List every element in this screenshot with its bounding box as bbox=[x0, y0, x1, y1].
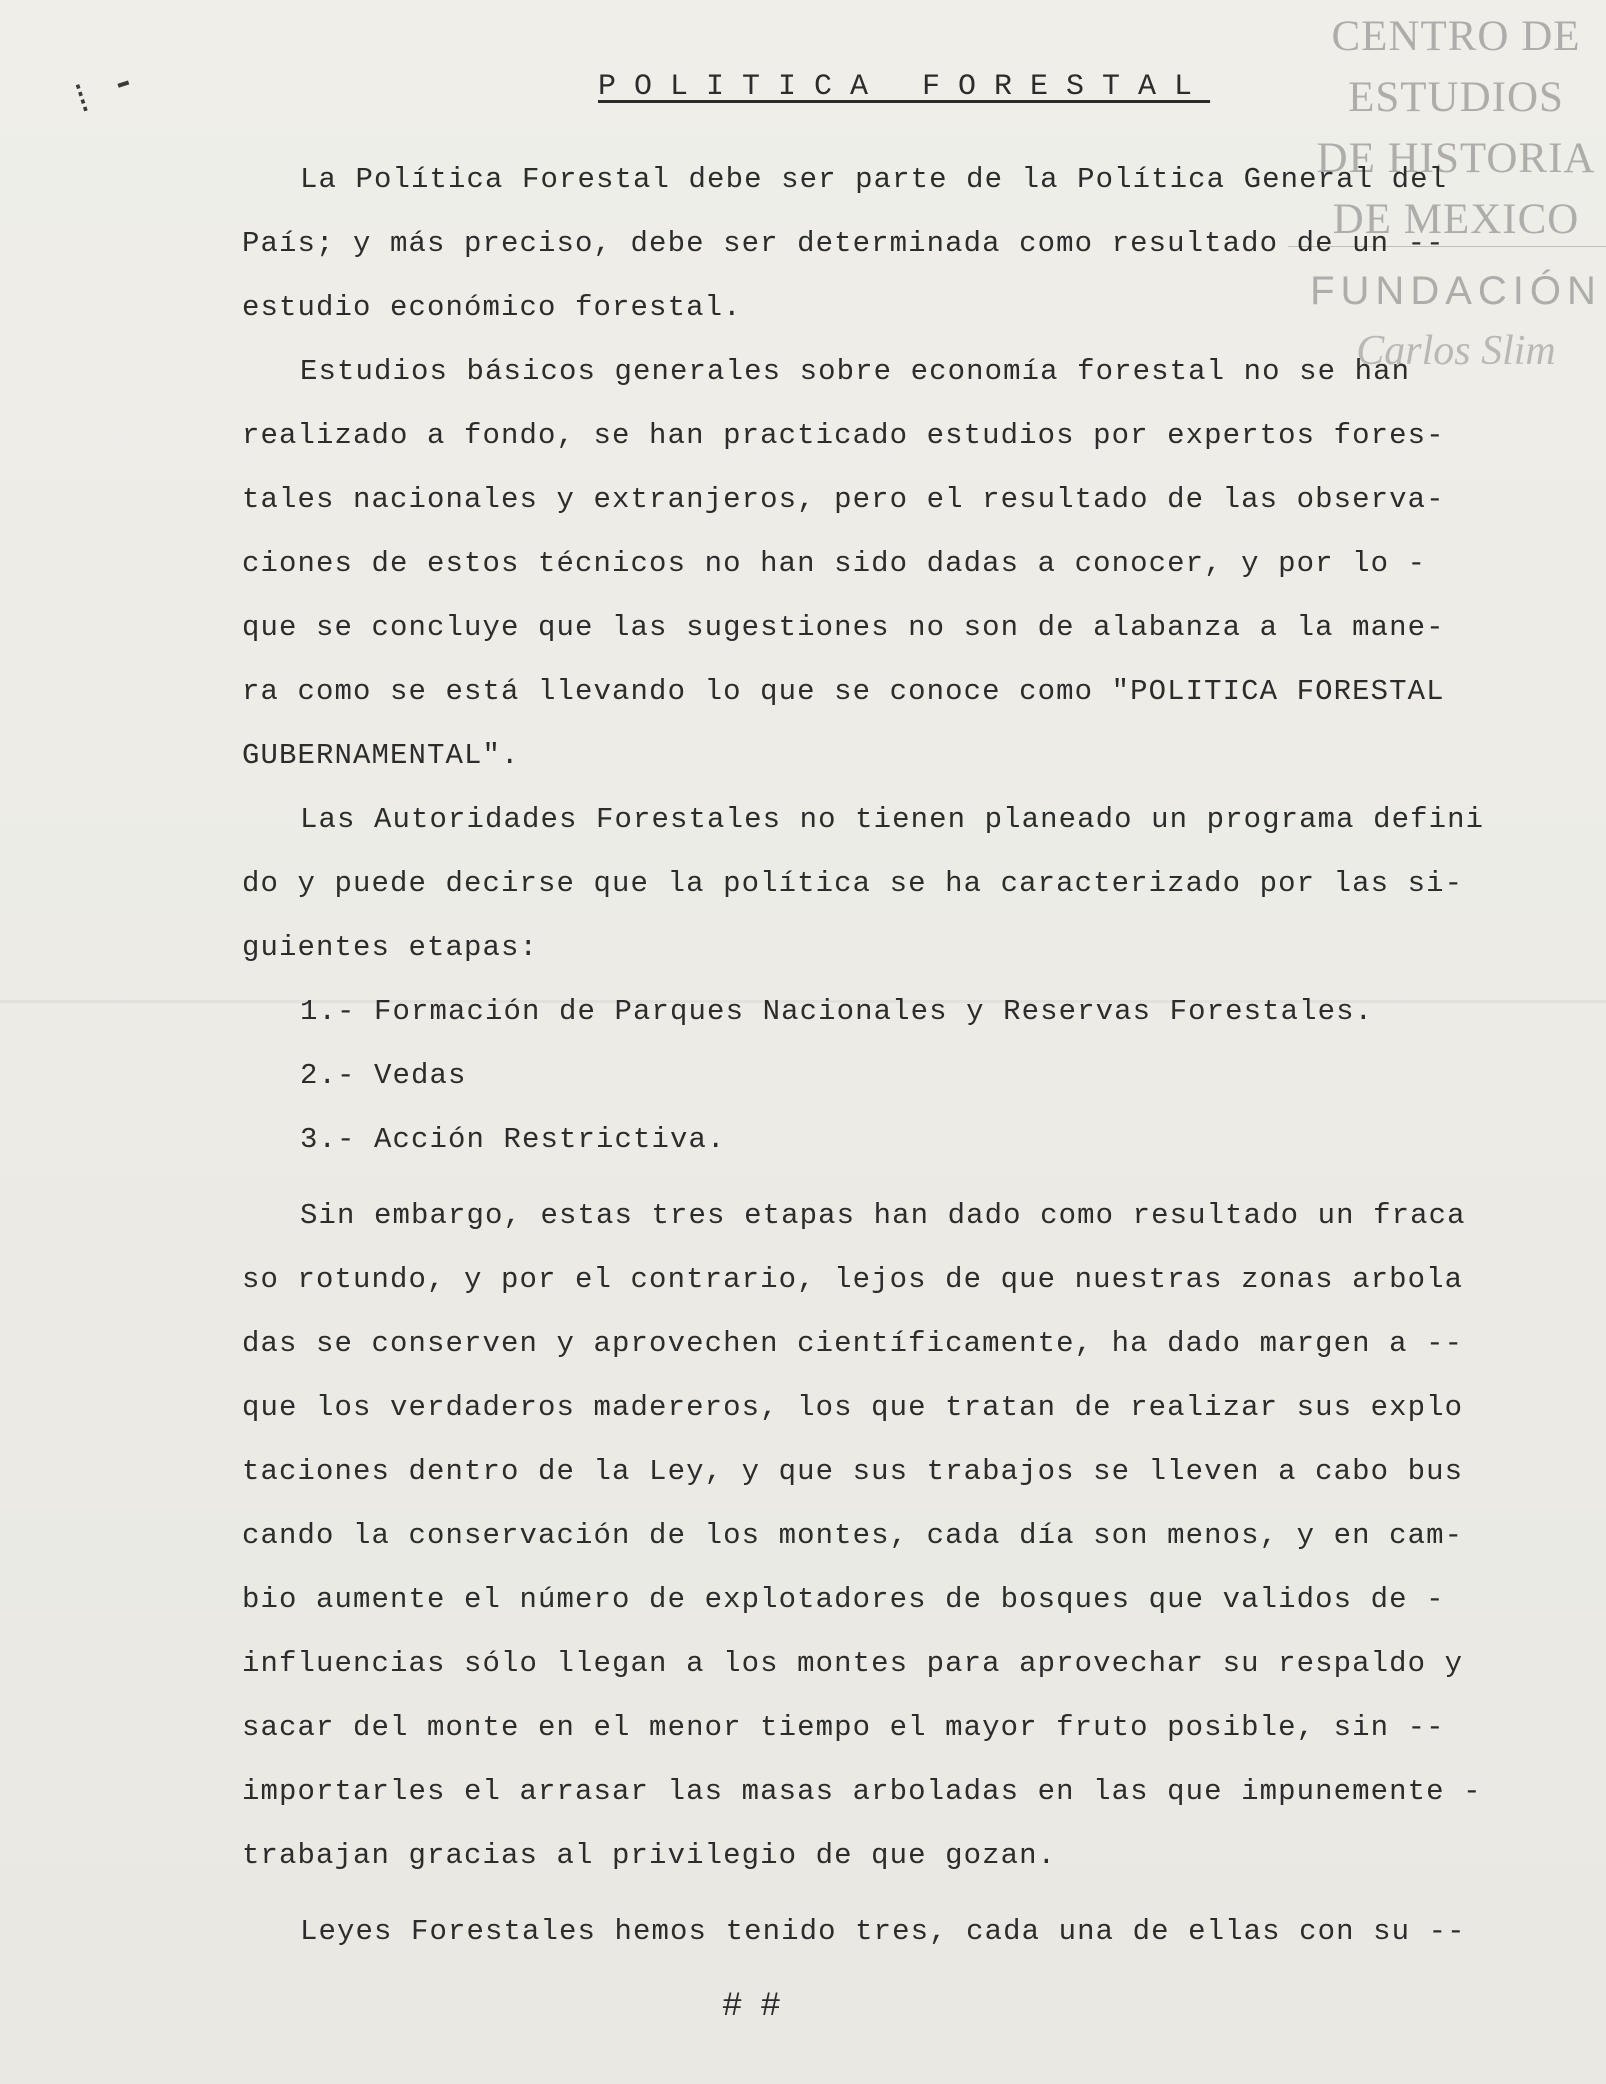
text-line: influencias sólo llegan a los montes para aprovechar su respaldo y bbox=[242, 1647, 1464, 1680]
text-line: so rotundo, y por el contrario, lejos de que nuestras zonas arbola bbox=[242, 1263, 1464, 1296]
document-title: POLITICA FORESTAL bbox=[598, 70, 1211, 104]
list-item: 3.- Acción Restrictiva. bbox=[300, 1123, 726, 1156]
margin-mark: ⁞ ⁃ bbox=[65, 64, 141, 126]
text-line: que se concluye que las sugestiones no son de alabanza a la mane- bbox=[242, 611, 1445, 644]
text-line: Sin embargo, estas tres etapas han dado como resultado un fraca bbox=[300, 1199, 1466, 1232]
list-item: 1.- Formación de Parques Nacionales y Reservas Forestales. bbox=[300, 995, 1374, 1028]
list-item: 2.- Vedas bbox=[300, 1059, 467, 1092]
text-line: das se conserven y aprovechen científicamente, ha dado margen a -- bbox=[242, 1327, 1464, 1360]
text-line: GUBERNAMENTAL". bbox=[242, 739, 520, 772]
text-line: La Política Forestal debe ser parte de la Política General del bbox=[300, 163, 1448, 196]
text-line: taciones dentro de la Ley, y que sus trabajos se lleven a cabo bus bbox=[242, 1455, 1464, 1488]
text-line: que los verdaderos madereros, los que tratan de realizar sus explo bbox=[242, 1391, 1464, 1424]
text-line: ra como se está llevando lo que se conoce como "POLITICA FORESTAL bbox=[242, 675, 1445, 708]
text-line: Estudios básicos generales sobre economía forestal no se han bbox=[300, 355, 1411, 388]
text-line: Leyes Forestales hemos tenido tres, cada una de ellas con su -- bbox=[300, 1915, 1466, 1948]
page-footer-mark: ## bbox=[722, 1988, 799, 2026]
stamp-line-2: ESTUDIOS bbox=[1348, 74, 1564, 121]
spacer bbox=[242, 1888, 1542, 1900]
text-line: tales nacionales y extranjeros, pero el resultado de las observa- bbox=[242, 483, 1445, 516]
text-line: importarles el arrasar las masas arboladas en las que impunemente - bbox=[242, 1775, 1482, 1808]
spacer bbox=[242, 1172, 1542, 1184]
text-line: realizado a fondo, se han practicado estudios por expertos fores- bbox=[242, 419, 1445, 452]
stamp-signature: Carlos Slim bbox=[1356, 328, 1556, 374]
stamp-line-3: DE HISTORIA bbox=[1316, 135, 1596, 182]
text-line: País; y más preciso, debe ser determinada como resultado de un -- bbox=[242, 227, 1445, 260]
text-line: guientes etapas: bbox=[242, 931, 539, 964]
text-line: trabajan gracias al privilegio de que gozan. bbox=[242, 1839, 1057, 1872]
stamp-line-4: DE MEXICO bbox=[1332, 196, 1580, 243]
text-line: sacar del monte en el menor tiempo el mayor fruto posible, sin -- bbox=[242, 1711, 1445, 1744]
text-line: Las Autoridades Forestales no tienen planeado un programa defini bbox=[300, 803, 1485, 836]
stamp-foundation: FUNDACIÓN bbox=[1310, 269, 1602, 313]
text-line: do y puede decirse que la política se ha caracterizado por las si- bbox=[242, 867, 1464, 900]
text-line: bio aumente el número de explotadores de bosques que validos de - bbox=[242, 1583, 1445, 1616]
stamp-line-1: CENTRO DE bbox=[1331, 13, 1581, 60]
text-line: estudio económico forestal. bbox=[242, 291, 742, 324]
text-line: ciones de estos técnicos no han sido dadas a conocer, y por lo - bbox=[242, 547, 1427, 580]
text-line: cando la conservación de los montes, cada día son menos, y en cam- bbox=[242, 1519, 1464, 1552]
document-body bbox=[242, 148, 1542, 1964]
